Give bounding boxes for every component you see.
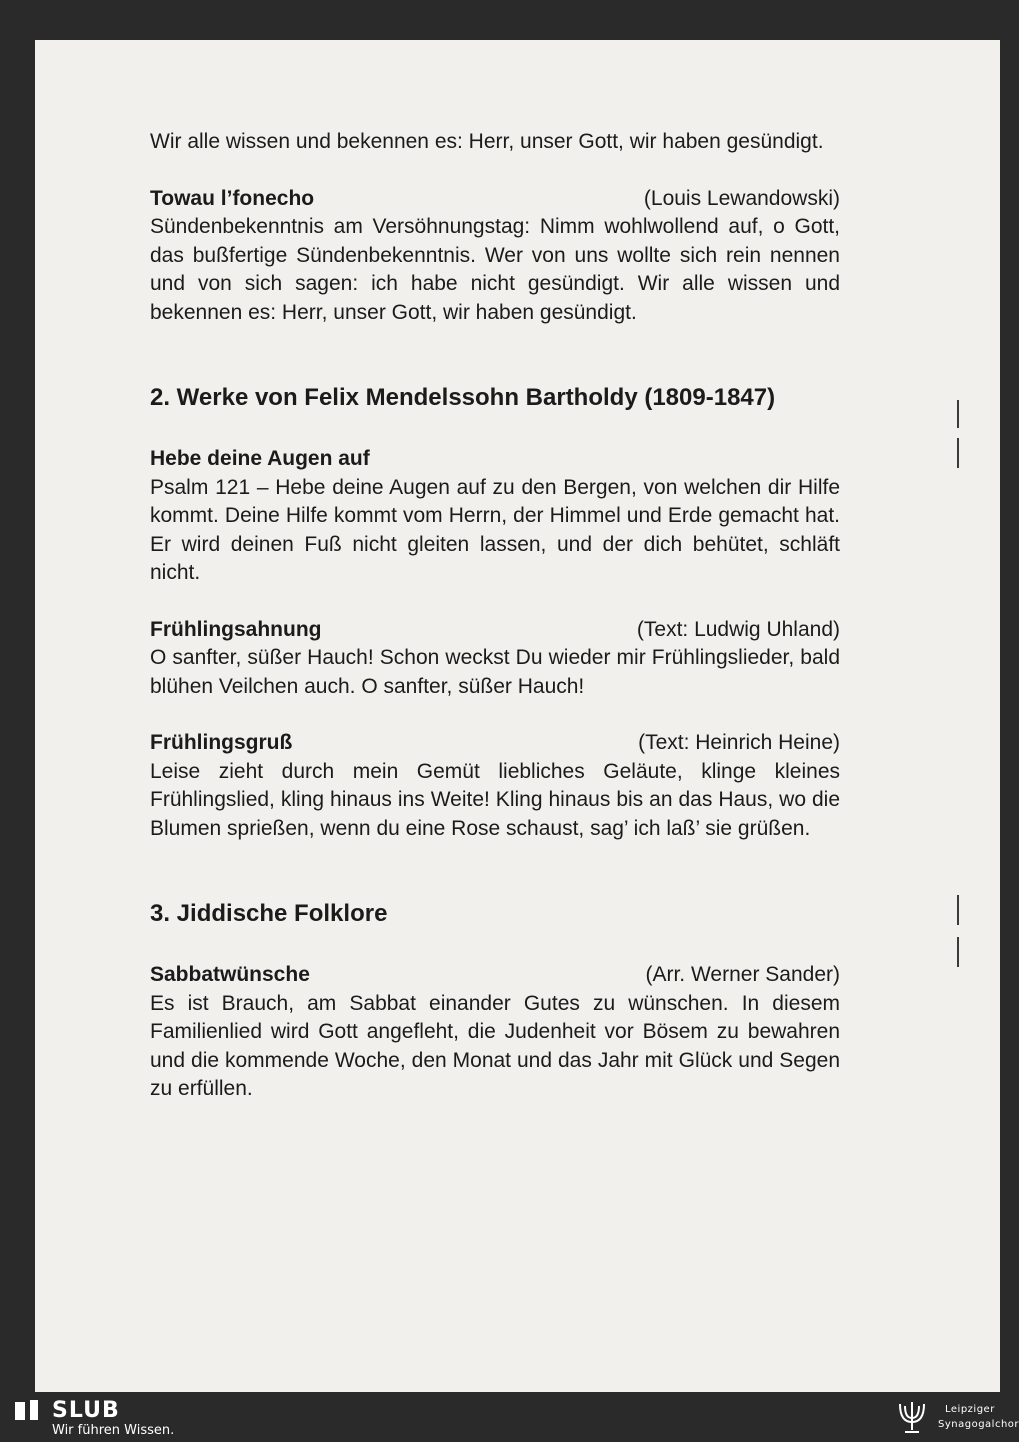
piece-description: Psalm 121 – Hebe deine Augen auf zu den Bergen, von welchen dir Hilfe kommt. Deine Hilfe kommt vom Herrn, der Himmel und Erde gemacht hat. Er wird deinen Fuß nicht gleiten lassen, und der dich behütet, schläft nicht. xyxy=(150,475,840,584)
staple-mark xyxy=(957,438,959,468)
library-name[interactable]: SLUB xyxy=(52,1398,120,1423)
section-heading-jiddische-folklore: 3. Jiddische Folklore xyxy=(150,900,388,927)
piece-description: Leise zieht durch mein Gemüt liebliches Geläute, klinge kleines Frühlingslied, kling hinaus ins Weite! Kling hinaus bis an das Haus, wo die Blumen sprießen, wenn du eine Rose schaust, sag’ ich laß’ sie grüßen. xyxy=(150,759,840,840)
staple-mark xyxy=(957,937,959,967)
piece-description: Es ist Brauch, am Sabbat einander Gutes zu wünschen. In diesem Familienlied wird Gott angefleht, die Judenheit vor Bösem zu bewahren und die kommende Woche, den Monat und das Jahr mit Glück und Segen zu erfüllen. xyxy=(150,991,840,1100)
document-page xyxy=(35,40,1000,1392)
menorah-icon xyxy=(895,1396,929,1436)
section-heading-mendelssohn: 2. Werke von Felix Mendelssohn Bartholdy (1809-1847) xyxy=(150,384,776,411)
piece-description: Sündenbekenntnis am Versöhnungstag: Nimm wohlwollend auf, o Gott, das bußfertige Sündenbekenntnis. Wer von uns wollte sich rein nennen und von sich sagen: ich habe nicht gesündigt. Wir alle wissen und bekennen es: Herr, unser Gott, wir haben gesündigt. xyxy=(150,215,840,324)
library-tagline: Wir führen Wissen. xyxy=(52,1423,175,1438)
staple-mark xyxy=(957,895,959,925)
piece-credit: (Text: Heinrich Heine) xyxy=(638,731,840,754)
piece-hebe-deine-augen-auf xyxy=(150,445,840,588)
piece-towau-lfonecho xyxy=(150,185,840,328)
piece-title: Frühlingsgruß xyxy=(150,731,293,754)
choir-name-line1: Leipziger xyxy=(945,1404,995,1415)
piece-credit: (Text: Ludwig Uhland) xyxy=(636,617,840,641)
intro-paragraph: Wir alle wissen und bekennen es: Herr, unser Gott, wir haben gesündigt. xyxy=(150,130,824,153)
piece-sabbatwuensche xyxy=(150,961,840,1104)
footer-bar xyxy=(0,1392,1019,1442)
piece-title: Towau l’fonecho xyxy=(150,186,315,210)
piece-title: Hebe deine Augen auf xyxy=(150,447,370,470)
piece-title: Sabbatwünsche xyxy=(150,963,310,986)
choir-name-line2: Synagogalchor xyxy=(938,1419,1019,1430)
piece-fruehlingsgruss xyxy=(150,729,840,843)
staple-mark xyxy=(957,400,959,428)
piece-description: O sanfter, süßer Hauch! Schon weckst Du wieder mir Frühlingslieder, bald blühen Veilchen auch. O sanfter, süßer Hauch! xyxy=(150,646,840,698)
piece-fruehlingsahnung xyxy=(150,616,840,702)
book-icon xyxy=(14,1400,40,1422)
piece-title: Frühlingsahnung xyxy=(150,617,322,641)
piece-credit: (Arr. Werner Sander) xyxy=(645,963,840,986)
piece-credit: (Louis Lewandowski) xyxy=(643,186,840,210)
program-text xyxy=(150,128,840,1104)
